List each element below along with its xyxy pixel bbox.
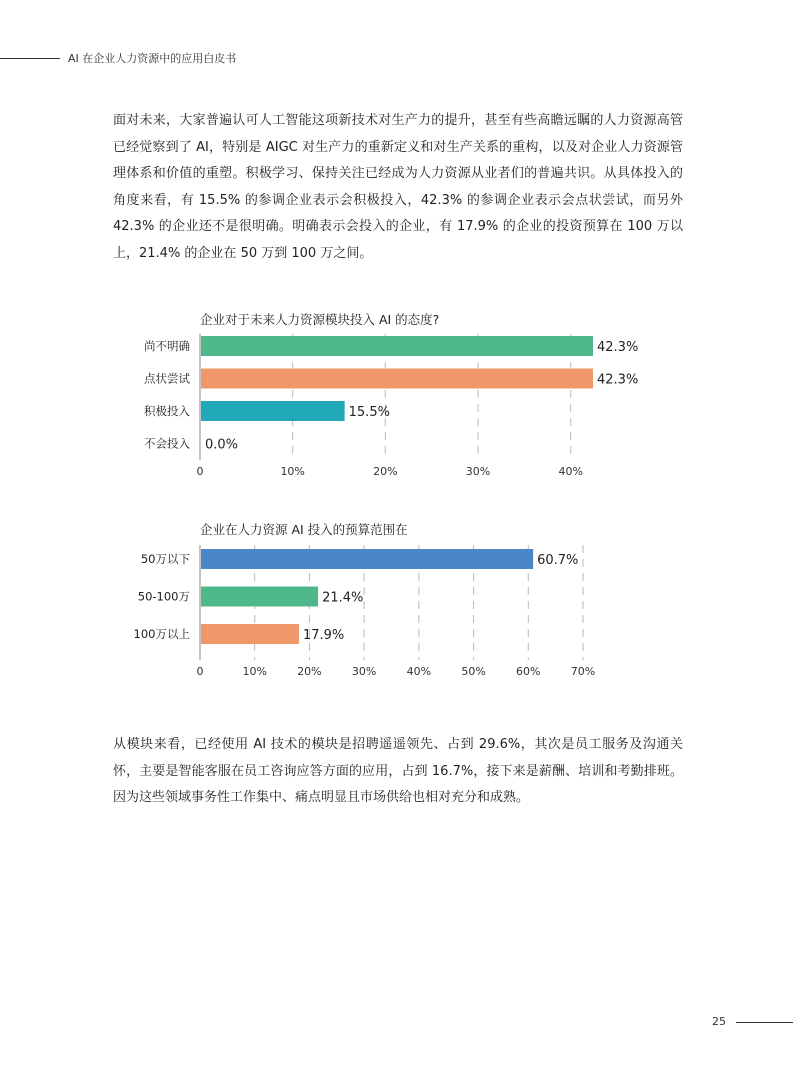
category-label: 100万以上 [133, 627, 190, 641]
footer-rule [736, 1022, 793, 1023]
chart-1-title: 企业对于未来人力资源模块投入 AI 的态度? [200, 312, 440, 327]
category-label: 50万以下 [140, 552, 190, 566]
value-label: 60.7% [537, 553, 579, 568]
x-tick-label: 70% [570, 665, 596, 678]
x-tick-label: 40% [406, 665, 432, 678]
value-label: 21.4% [322, 590, 364, 606]
bar [201, 624, 299, 644]
category-label: 尚不明确 [144, 339, 190, 353]
x-tick-label: 30% [465, 465, 491, 478]
bar [201, 587, 318, 607]
bar [201, 369, 593, 389]
value-label: 42.3% [597, 372, 639, 388]
category-label: 积极投入 [144, 404, 190, 418]
running-header-title: AI 在企业人力资源中的应用白皮书 [68, 52, 237, 65]
x-tick-label: 10% [280, 465, 305, 478]
chart-2-title: 企业在人力资源 AI 投入的预算范围在 [200, 522, 408, 537]
x-tick-label: 20% [373, 465, 398, 478]
value-label: 15.5% [348, 405, 390, 420]
bar [201, 549, 533, 569]
x-tick-label: 60% [516, 665, 541, 678]
x-tick-label: 50% [461, 665, 486, 678]
paragraph-1 [113, 108, 683, 267]
value-label: 42.3% [597, 340, 639, 355]
bar [201, 336, 593, 356]
x-tick-label: 20% [297, 665, 322, 678]
header-rule [0, 58, 60, 59]
x-tick-label: 0 [196, 665, 204, 678]
x-tick-label: 0 [196, 465, 204, 478]
value-label: 0.0% [205, 437, 239, 453]
paragraph-1-text: 面对未来，大家普遍认可人工智能这项新技术对生产力的提升，甚至有些高瞻远瞩的人力资源高管已经觉察到了 AI，特别是 AIGC 对生产力的重新定义和对生产关系的重构，以及对企业人力资源管理体系和价值的重塑。积极学习、保持关注已经成为人力资源从业者们的普遍共识。从具体投入的角度来看，有 15.5% 的参调企业表示会积极投入，42.3% 的参调企业表示会点状尝试，而另外 42.3% 的企业还不是很明确。明确表示会投入的企业，有 17.9% 的企业的投资预算在 100 万以上，21.4% 的企业在 50 万到 100 万之间。 [113, 113, 683, 261]
category-label: 点状尝试 [144, 371, 190, 386]
category-label: 不会投入 [144, 436, 190, 451]
x-tick-label: 10% [242, 665, 267, 678]
x-tick-label: 40% [558, 465, 583, 478]
page-number: 25 [712, 1015, 726, 1028]
x-tick-label: 30% [351, 665, 377, 678]
bar [201, 401, 345, 421]
category-label: 50-100万 [137, 589, 190, 604]
paragraph-2 [113, 732, 683, 812]
paragraph-2-text: 从模块来看，已经使用 AI 技术的模块是招聘遥遥领先、占到 29.6%，其次是员工服务及沟通关怀，主要是智能客服在员工咨询应答方面的应用，占到 16.7%，接下来是薪酬、培训和考勤排班。因为这些领域事务性工作集中、痛点明显且市场供给也相对充分和成熟。 [113, 737, 683, 805]
value-label: 17.9% [302, 628, 345, 643]
